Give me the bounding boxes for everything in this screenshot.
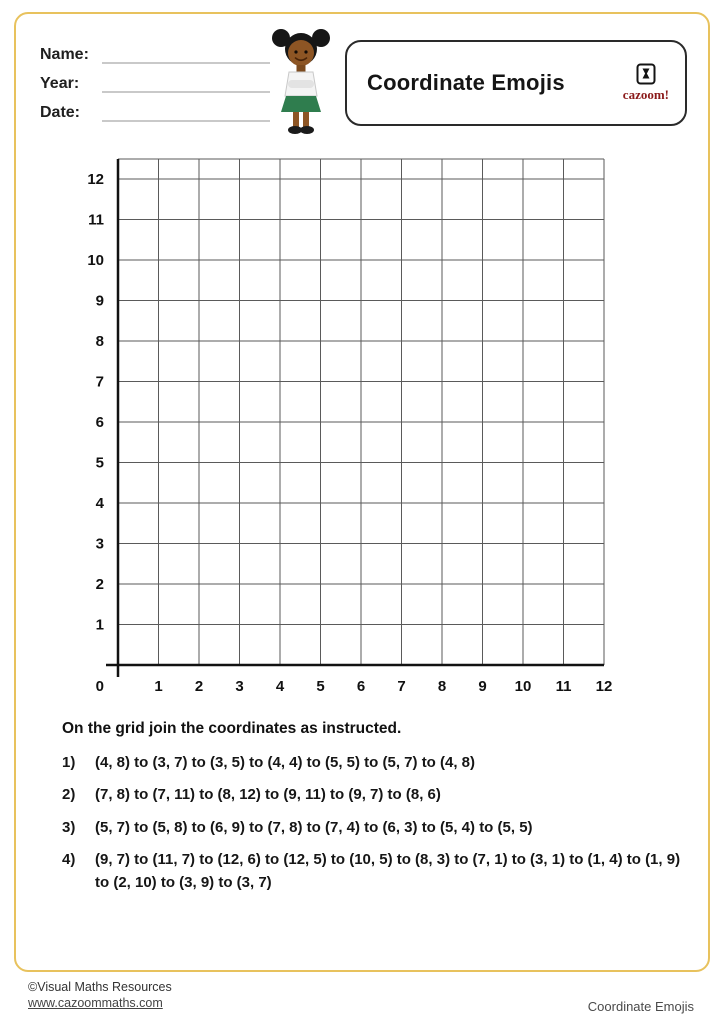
problem-coordinates: (7, 8) to (7, 11) to (8, 12) to (9, 11) to (9, 7) to (8, 6)	[95, 786, 441, 804]
x-tick-label: 6	[356, 678, 366, 695]
name-label: Name:	[40, 46, 89, 63]
y-tick-label: 3	[95, 535, 104, 553]
y-tick-label: 4	[95, 495, 104, 512]
x-tick-label: 7	[397, 678, 406, 695]
footer-left	[28, 979, 172, 1012]
x-tick-label: 5	[316, 678, 325, 695]
x-tick-label: 8	[437, 678, 447, 695]
problem-number: 3)	[62, 818, 76, 836]
x-tick-label: 10	[514, 678, 532, 695]
problem-coordinates: (4, 8) to (3, 7) to (3, 5) to (4, 4) to (5, 5) to (5, 7) to (4, 8)	[95, 754, 476, 771]
grid-svg	[86, 148, 630, 696]
footer-doc-title: Coordinate Emojis	[587, 999, 694, 1014]
y-tick-label: 8	[95, 333, 104, 350]
x-tick-label: 12	[595, 678, 613, 695]
problems-list	[62, 751, 690, 903]
date-label: Date:	[40, 104, 81, 121]
problem-number: 1)	[62, 754, 76, 771]
problem-number: 4)	[62, 850, 76, 868]
girl-illustration	[266, 24, 336, 136]
x-tick-label: 1	[154, 678, 163, 695]
footer-link[interactable]: www.cazoommaths.com	[28, 996, 163, 1011]
x-tick-label: 4	[275, 678, 285, 695]
y-tick-label: 5	[95, 454, 104, 472]
name-input-line	[102, 50, 270, 64]
year-input-line	[102, 79, 270, 93]
problem-coordinates: (5, 7) to (5, 8) to (6, 9) to (7, 8) to (7, 4) to (6, 3) to (5, 4) to (5, 5)	[95, 818, 533, 836]
title-box	[345, 40, 687, 126]
coordinate-grid	[86, 148, 630, 701]
x-tick-label: 3	[235, 678, 244, 695]
worksheet-title: Coordinate Emojis	[367, 70, 565, 95]
problem-row	[62, 848, 690, 895]
name-field	[40, 44, 270, 64]
instruction-text: On the grid join the coordinates as instructed.	[62, 720, 402, 737]
y-tick-label: 10	[87, 252, 104, 269]
y-tick-label: 12	[87, 171, 104, 188]
x-tick-label: 11	[555, 678, 572, 695]
problem-row	[62, 783, 690, 806]
y-tick-label: 9	[95, 292, 104, 310]
year-label: Year:	[40, 75, 80, 92]
y-tick-label: 7	[95, 373, 104, 391]
copyright-text: ©Visual Maths Resources	[28, 980, 172, 994]
problem-coordinates: (9, 7) to (11, 7) to (12, 6) to (12, 5) to (10, 5) to (8, 3) to (7, 1) to (3, 1) to (1, 4) to (1, 9) to (2, 10) to (3, 9) to (3, 7)	[95, 850, 681, 891]
cazoom-logo-text: cazoom!	[622, 87, 669, 102]
problem-row	[62, 816, 690, 839]
date-input-line	[102, 108, 270, 122]
y-tick-label: 6	[95, 414, 104, 431]
student-fields	[40, 44, 270, 131]
problem-row	[62, 751, 690, 774]
x-tick-label: 9	[478, 678, 487, 695]
y-tick-label: 2	[95, 576, 104, 593]
x-tick-label: 2	[194, 678, 204, 695]
y-tick-label: 1	[95, 616, 104, 634]
y-tick-label: 11	[88, 211, 104, 229]
cazoom-logo	[623, 63, 669, 103]
origin-label: 0	[95, 678, 104, 695]
year-field	[40, 73, 270, 93]
cazoom-logo-icon	[636, 63, 656, 85]
problem-number: 2)	[62, 786, 76, 804]
date-field	[40, 102, 270, 122]
